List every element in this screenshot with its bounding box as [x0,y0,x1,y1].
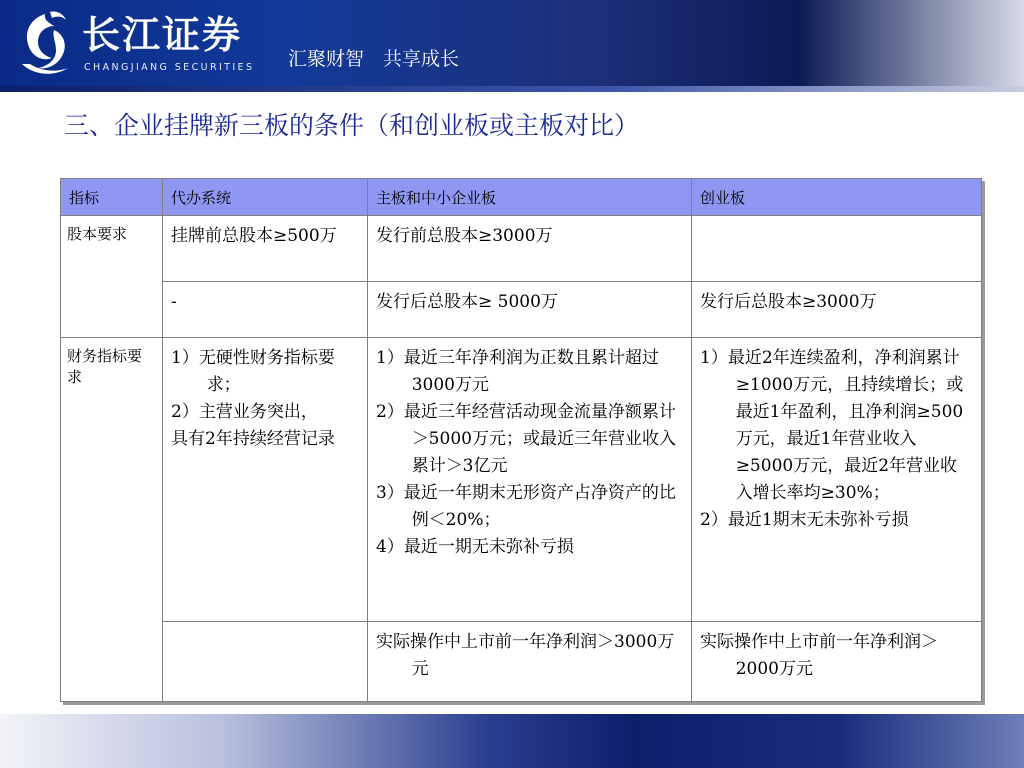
cell-line: 挂牌前总股本≥500万 [171,226,337,246]
table-cell [368,282,692,338]
table-cell [692,338,982,622]
cell-line: 1）最近2年连续盈利，净利润累计≥1000万元，且持续增长；或最近1年盈利，且净利润≥500万元，最近1年营业收入≥5000万元，最近2年营业收入增长率均≥30%； [700,348,964,503]
slogan: 汇聚财智 共享成长 [288,48,460,70]
header-stripe [0,86,1024,92]
table-row [61,216,982,282]
table-cell [163,622,368,702]
cell-line: 发行后总股本≥3000万 [700,292,877,312]
table-row [61,338,982,622]
footer-banner [0,714,1024,768]
table-row [61,622,982,702]
table-header-row [61,179,982,216]
cell-line: 3）最近一年期末无形资产占净资产的比例＜20%； [376,483,676,530]
header-banner [0,0,1024,92]
cell-line: 1）最近三年净利润为正数且累计超过3000万元 [376,348,659,395]
company-logo [14,6,274,82]
table-cell [368,622,692,702]
comparison-table [60,178,982,702]
cell-line: 2）最近1期末无未弥补亏损 [700,510,909,530]
cell-line: 2）主营业务突出， [171,402,318,422]
cell-line: 2）最近三年经营活动现金流量净额累计＞5000万元；或最近三年营业收入累计＞3亿元 [376,402,676,476]
logo-english-text: CHANGJIANG SECURITIES [84,62,255,73]
column-header-daiban: 代办系统 [163,179,368,216]
row-label-share-capital: 股本要求 [61,216,163,338]
page-title: 三、企业挂牌新三板的条件（和创业板或主板对比） [64,111,640,140]
table-cell [368,216,692,282]
cell-line: - [171,292,177,312]
column-header-gem: 创业板 [692,179,982,216]
table-cell [692,282,982,338]
cell-line: 1）无硬性财务指标要求； [171,348,335,395]
table-cell [163,216,368,282]
table-cell [692,216,982,282]
logo-chinese-text: 长江证券 [82,13,243,57]
table-row [61,282,982,338]
cell-line: 发行后总股本≥ 5000万 [376,292,558,312]
cell-line: 实际操作中上市前一年净利润＞3000万元 [376,632,675,679]
cell-line: 具有2年持续经营记录 [171,429,335,449]
dragon-logo-icon [14,8,76,80]
cell-line: 发行前总股本≥3000万 [376,226,553,246]
column-header-main-board: 主板和中小企业板 [368,179,692,216]
column-header-indicator: 指标 [61,179,163,216]
table-cell [692,622,982,702]
table-cell [163,338,368,622]
row-label-financial: 财务指标要求 [61,338,163,702]
cell-line: 实际操作中上市前一年净利润＞2000万元 [700,632,938,679]
table-cell [368,338,692,622]
table-cell [163,282,368,338]
cell-line: 4）最近一期无未弥补亏损 [376,537,574,557]
